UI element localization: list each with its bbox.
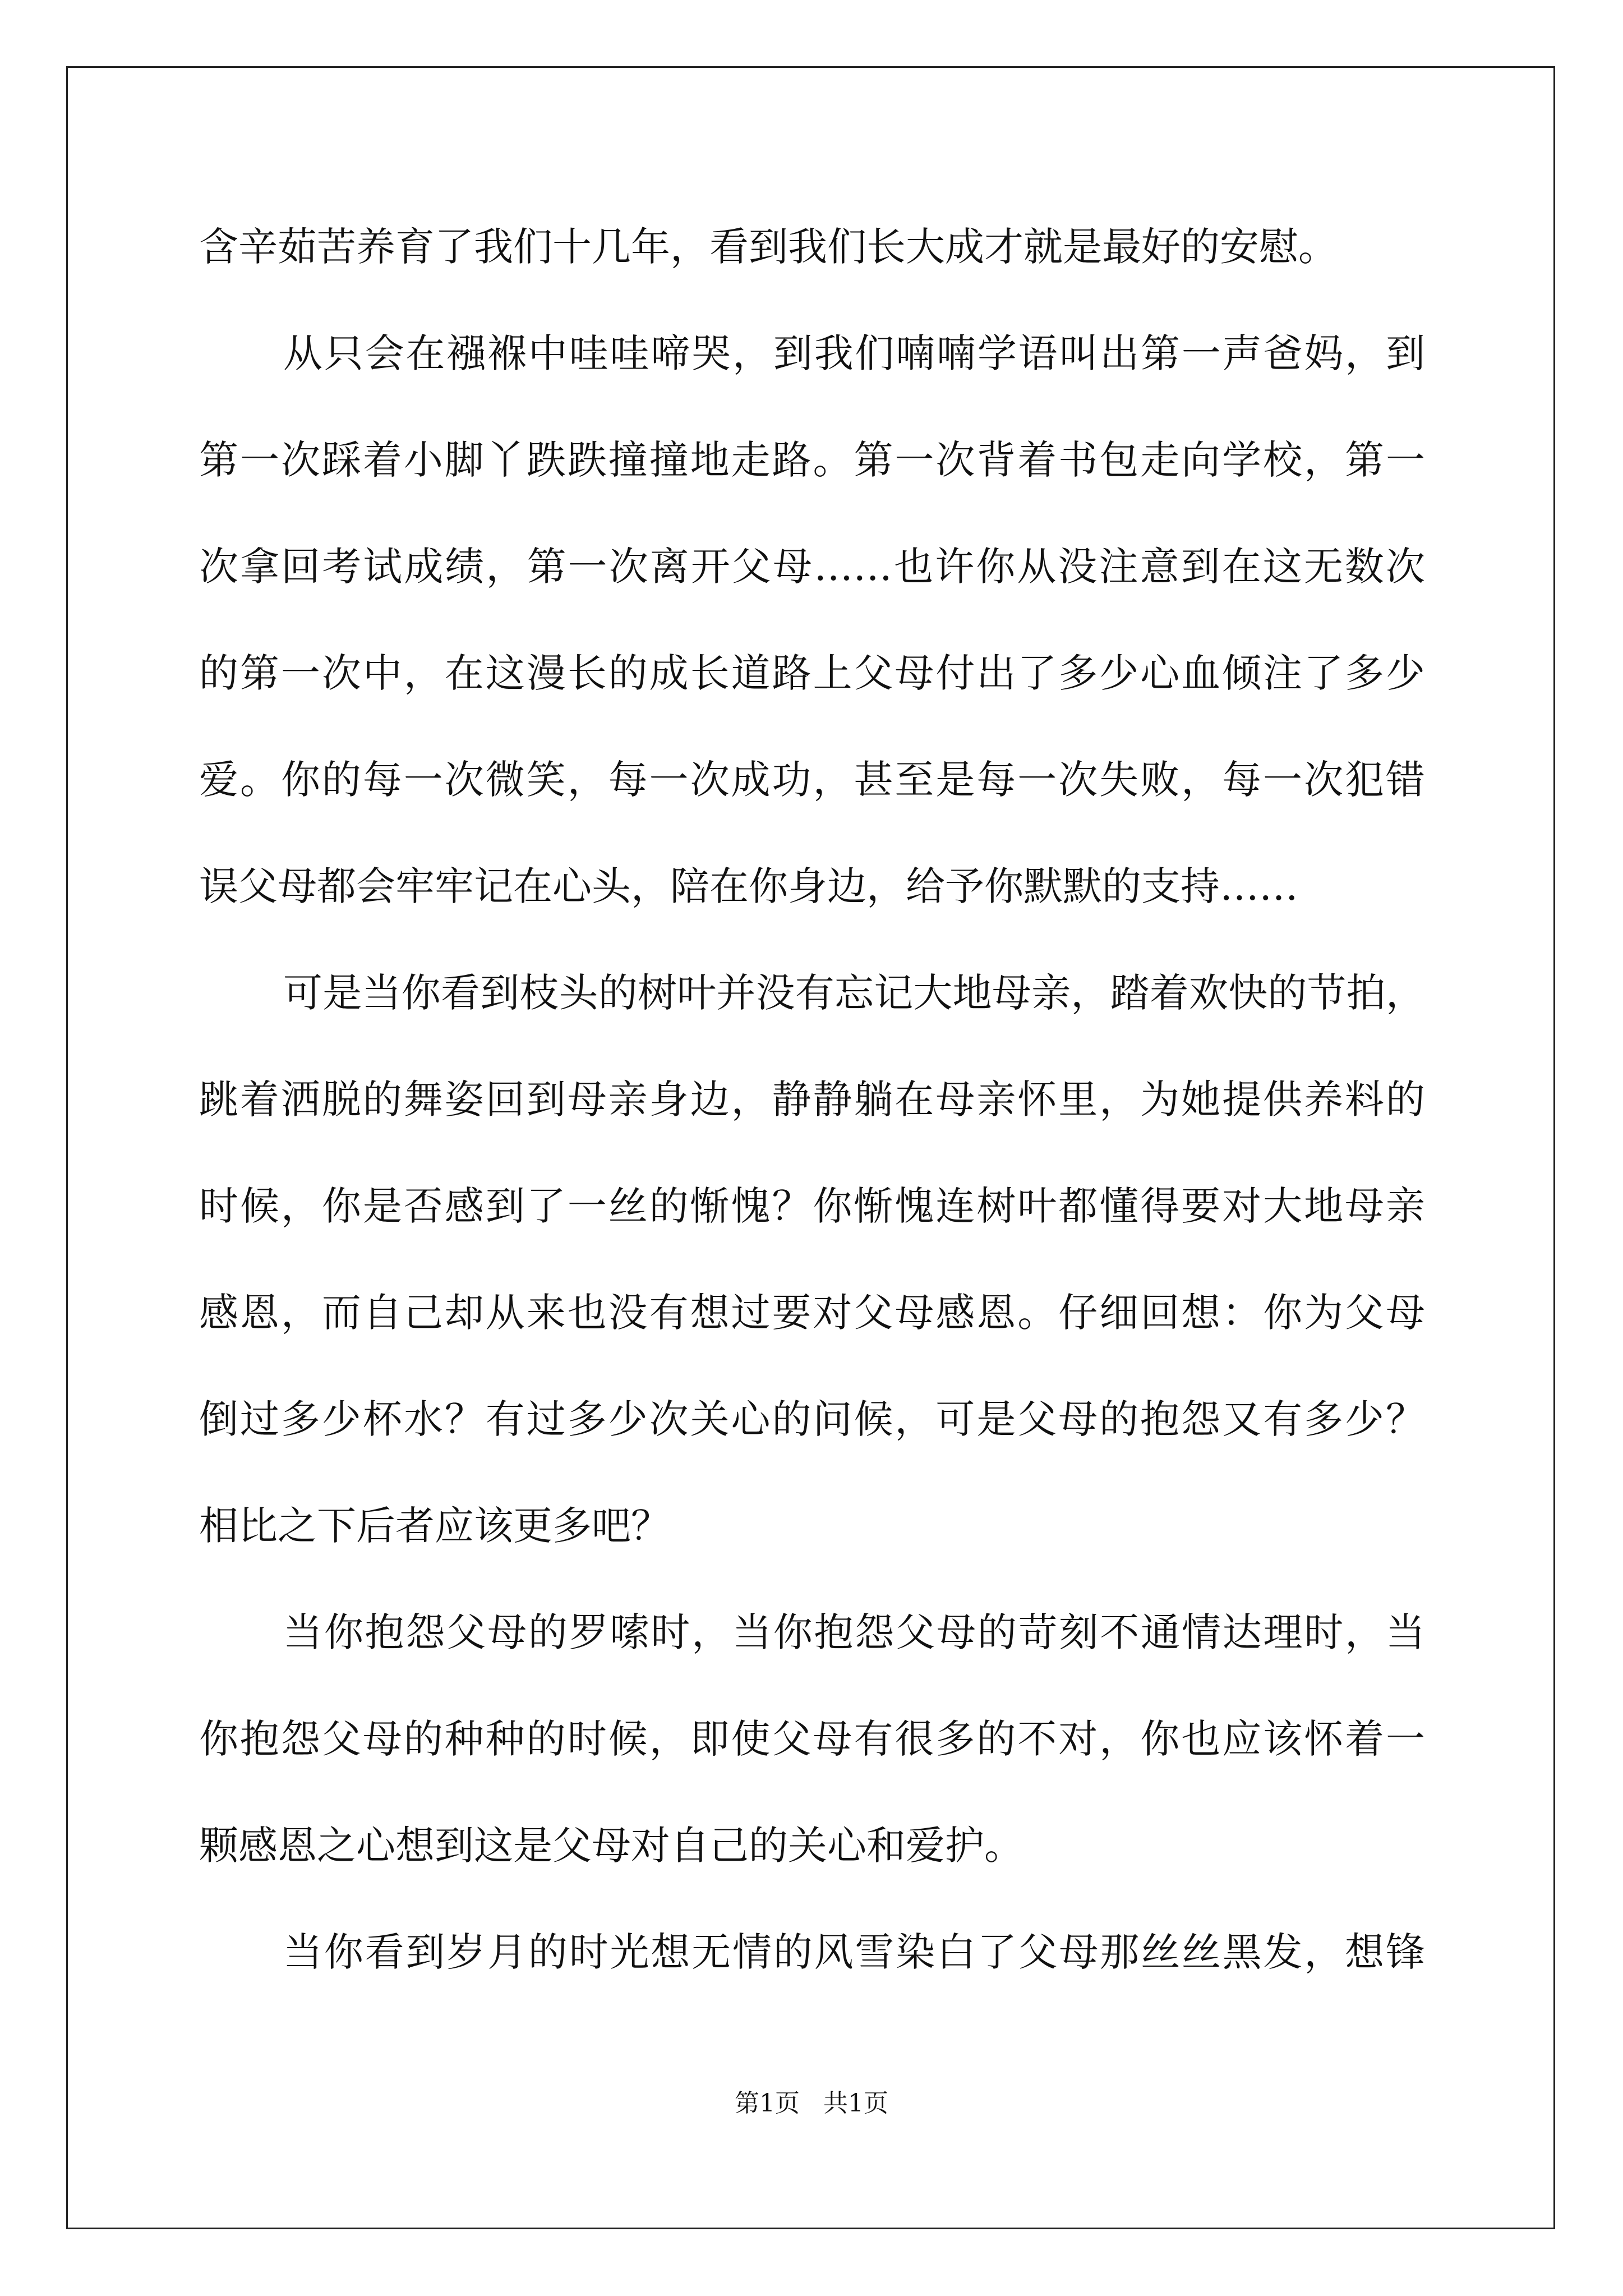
text-line: 爱。你的每一次微笑，每一次成功，甚至是每一次失败，每一次犯错 <box>199 757 1425 803</box>
text-line: 感恩，而自己却从来也没有想过要对父母感恩。仔细回想：你为父母 <box>199 1290 1425 1336</box>
text-line: 可是当你看到枝头的树叶并没有忘记大地母亲，踏着欢快的节拍， <box>283 970 1425 1016</box>
text-line: 第一次踩着小脚丫跌跌撞撞地走路。第一次背着书包走向学校，第一 <box>199 437 1425 483</box>
text-line: 时候，你是否感到了一丝的惭愧？你惭愧连树叶都懂得要对大地母亲 <box>199 1183 1425 1229</box>
page-number-footer: 第1页 共1页 <box>735 2089 888 2118</box>
text-line: 次拿回考试成绩，第一次离开父母……也许你从没注意到在这无数次 <box>199 544 1425 590</box>
text-line: 误父母都会牢牢记在心头，陪在你身边，给予你默默的支持…… <box>199 863 1298 909</box>
document-body <box>199 213 1425 2025</box>
text-line: 颗感恩之心想到这是父母对自己的关心和爱护。 <box>199 1823 1023 1869</box>
text-line: 你抱怨父母的种种的时候，即使父母有很多的不对，你也应该怀着一 <box>199 1716 1425 1762</box>
text-line: 从只会在襁褓中哇哇啼哭，到我们喃喃学语叫出第一声爸妈，到 <box>283 330 1425 376</box>
text-line: 跳着洒脱的舞姿回到母亲身边，静静躺在母亲怀里，为她提供养料的 <box>199 1076 1425 1122</box>
text-line: 当你看到岁月的时光想无情的风雪染白了父母那丝丝黑发，想锋 <box>283 1929 1425 1975</box>
text-line: 含辛茹苦养育了我们十几年，看到我们长大成才就是最好的安慰。 <box>199 224 1338 270</box>
text-line: 的第一次中，在这漫长的成长道路上父母付出了多少心血倾注了多少 <box>199 650 1425 696</box>
text-line: 倒过多少杯水？有过多少次关心的问候，可是父母的抱怨又有多少？ <box>199 1396 1425 1442</box>
text-line: 当你抱怨父母的罗嗦时，当你抱怨父母的苛刻不通情达理时，当 <box>283 1609 1425 1655</box>
text-line: 相比之下后者应该更多吧？ <box>199 1503 670 1549</box>
